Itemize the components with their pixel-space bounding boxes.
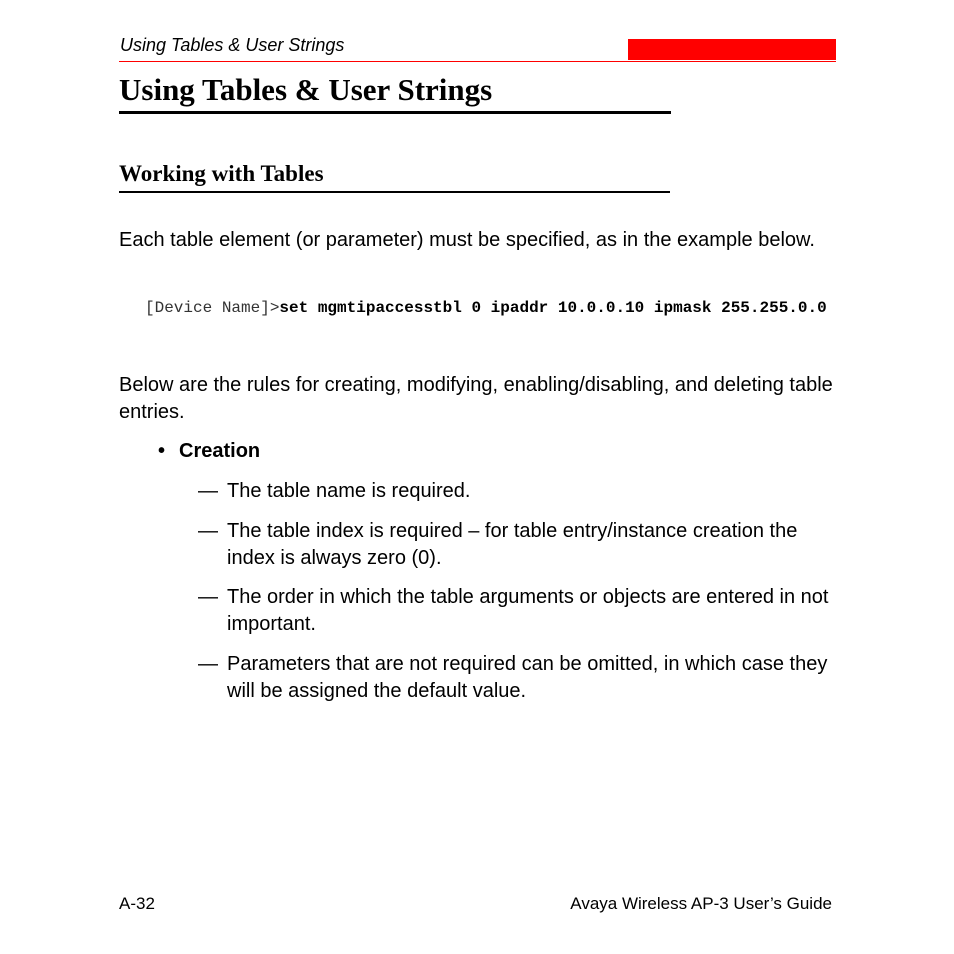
bullet-dot: • bbox=[158, 440, 166, 462]
code-prompt: [Device Name]> bbox=[145, 299, 280, 317]
bullet-heading: Creation bbox=[179, 440, 261, 462]
em-dash: — bbox=[198, 480, 218, 502]
list-item-text: Parameters that are not required can be omitted, in which case they will be assigned the default value. bbox=[227, 653, 828, 702]
list-item bbox=[198, 518, 838, 571]
code-command: set mgmtipaccesstbl 0 ipaddr 10.0.0.10 ipmask 255.255.0.0 bbox=[279, 299, 827, 317]
page-number: A-32 bbox=[119, 894, 155, 913]
list-item-text: The table name is required. bbox=[227, 480, 471, 502]
list-item bbox=[198, 584, 838, 637]
em-dash: — bbox=[198, 653, 218, 675]
section-heading: Working with Tables bbox=[119, 161, 324, 186]
list-item bbox=[198, 651, 838, 704]
rules-paragraph: Below are the rules for creating, modifying, enabling/disabling, and deleting table entries. bbox=[119, 374, 833, 423]
list-item-text: The table index is required – for table entry/instance creation the index is always zero (0). bbox=[227, 520, 798, 569]
em-dash: — bbox=[198, 520, 218, 542]
bullet-creation bbox=[158, 438, 260, 465]
section-underline bbox=[119, 191, 670, 193]
code-example bbox=[119, 295, 839, 322]
page-title: Using Tables & User Strings bbox=[119, 72, 493, 107]
running-header-title: Using Tables & User Strings bbox=[120, 35, 345, 55]
title-underline bbox=[119, 111, 671, 114]
footer-guide-title: Avaya Wireless AP-3 User’s Guide bbox=[570, 894, 832, 913]
list-item bbox=[198, 478, 838, 505]
header-accent-bar bbox=[628, 39, 836, 60]
header-rule bbox=[119, 61, 836, 62]
list-item-text: The order in which the table arguments or objects are entered in not important. bbox=[227, 586, 829, 635]
em-dash: — bbox=[198, 586, 218, 608]
intro-paragraph: Each table element (or parameter) must be specified, as in the example below. bbox=[119, 229, 815, 251]
